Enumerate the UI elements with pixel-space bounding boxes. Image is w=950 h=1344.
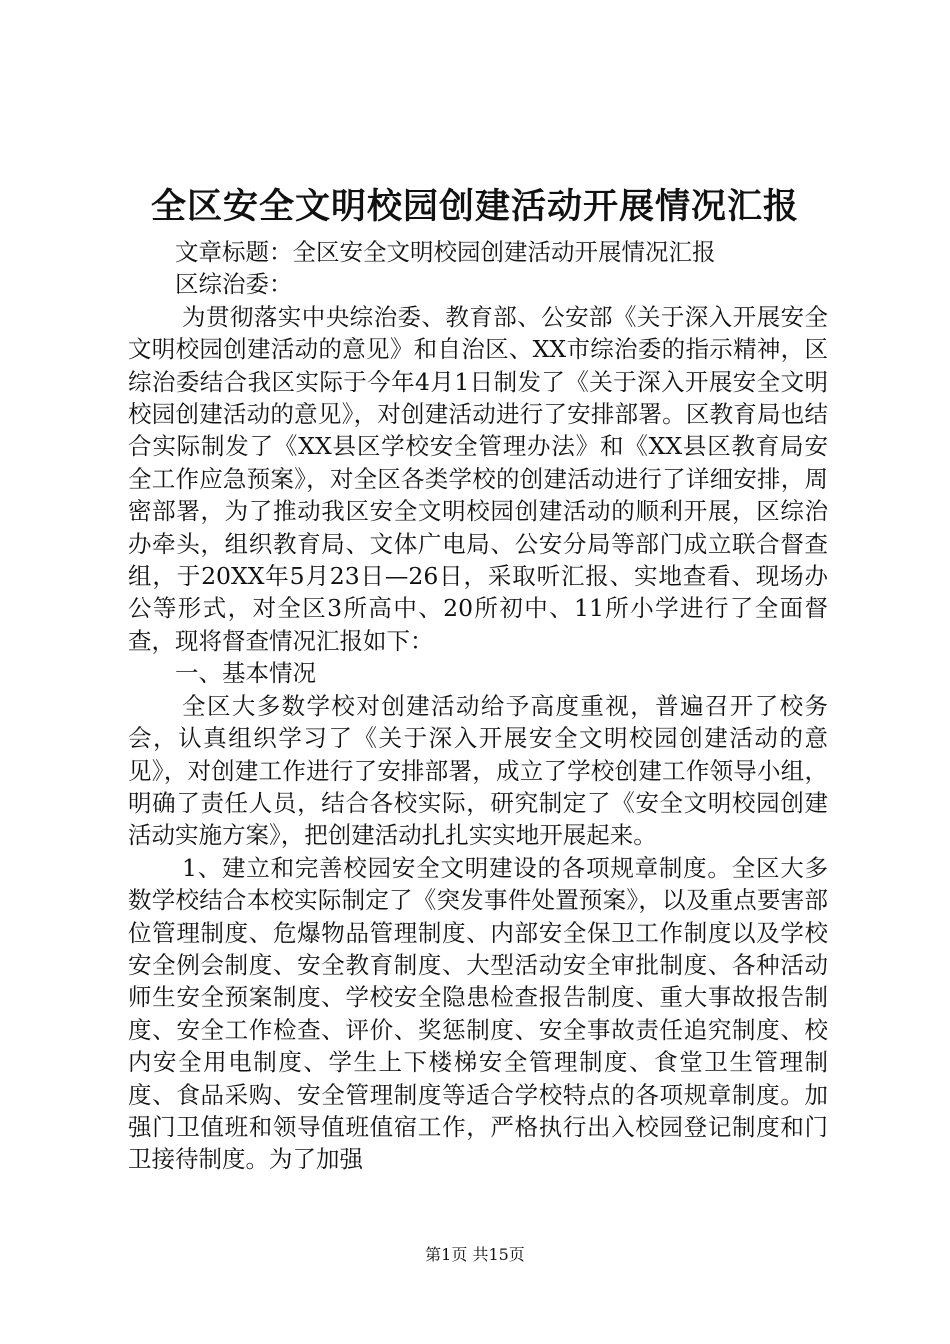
basic-situation-paragraph: 全区大多数学校对创建活动给予高度重视，普遍召开了校务会，认真组织学习了《关于深入开展安全文明校园创建活动的意见》，对创建工作进行了安排部署，成立了学校创建工作领导小组，明确了责任人员，结合各校实际，研究制定了《安全文明校园创建活动实施方案》，把创建活动扎扎实实地开展起来。 [128, 691, 828, 850]
salutation: 区综治委： [175, 270, 293, 299]
rules-paragraph: 1、建立和完善校园安全文明建设的各项规章制度。全区大多数学校结合本校实际制定了《突发事件处置预案》，以及重点要害部位管理制度、危爆物品管理制度、内部安全保卫工作制度以及学校安全例会制度、安全教育制度、大型活动安全审批制度、各种活动师生安全预案制度、学校安全隐患检查报告制度、重大事故报告制度、安全工作检查、评价、奖惩制度、安全事故责任追究制度、校内安全用电制度、学生上下楼梯安全管理制度、食堂卫生管理制度、食品采购、安全管理制度等适合学校特点的各项规章制度。加强门卫值班和领导值班值宿工作，严格执行出入校园登记制度和门卫接待制度。为了加强 [128, 853, 828, 1174]
page-number: 第1页 共15页 [425, 1245, 525, 1264]
article-title-line: 文章标题：全区安全文明校园创建活动开展情况汇报 [175, 238, 716, 266]
document-title: 全区安全文明校园创建活动开展情况汇报 [150, 186, 799, 227]
intro-paragraph: 为贯彻落实中央综治委、教育部、公安部《关于深入开展安全文明校园创建活动的意见》和自治区、XX市综治委的指示精神，区综治委结合我区实际于今年4月1日制发了《关于深入开展安全文明校园创建活动的意见》，对创建活动进行了安排部署。区教育局也结合实际制发了《XX县区学校安全管理办法》和《XX县区教育局安全工作应急预案》，对全区各类学校的创建活动进行了详细安排，周密部署，为了推动我区安全文明校园创建活动的顺利开展，区综治办牵头，组织教育局、文体广电局、公安分局等部门成立联合督查组，于20XX年5月23日—26日，采取听汇报、实地查看、现场办公等形式，对全区3所高中、20所初中、11所小学进行了全面督查，现将督查情况汇报如下： [128, 302, 828, 655]
document-body [128, 236, 828, 1176]
section-heading: 一、基本情况 [175, 659, 316, 688]
